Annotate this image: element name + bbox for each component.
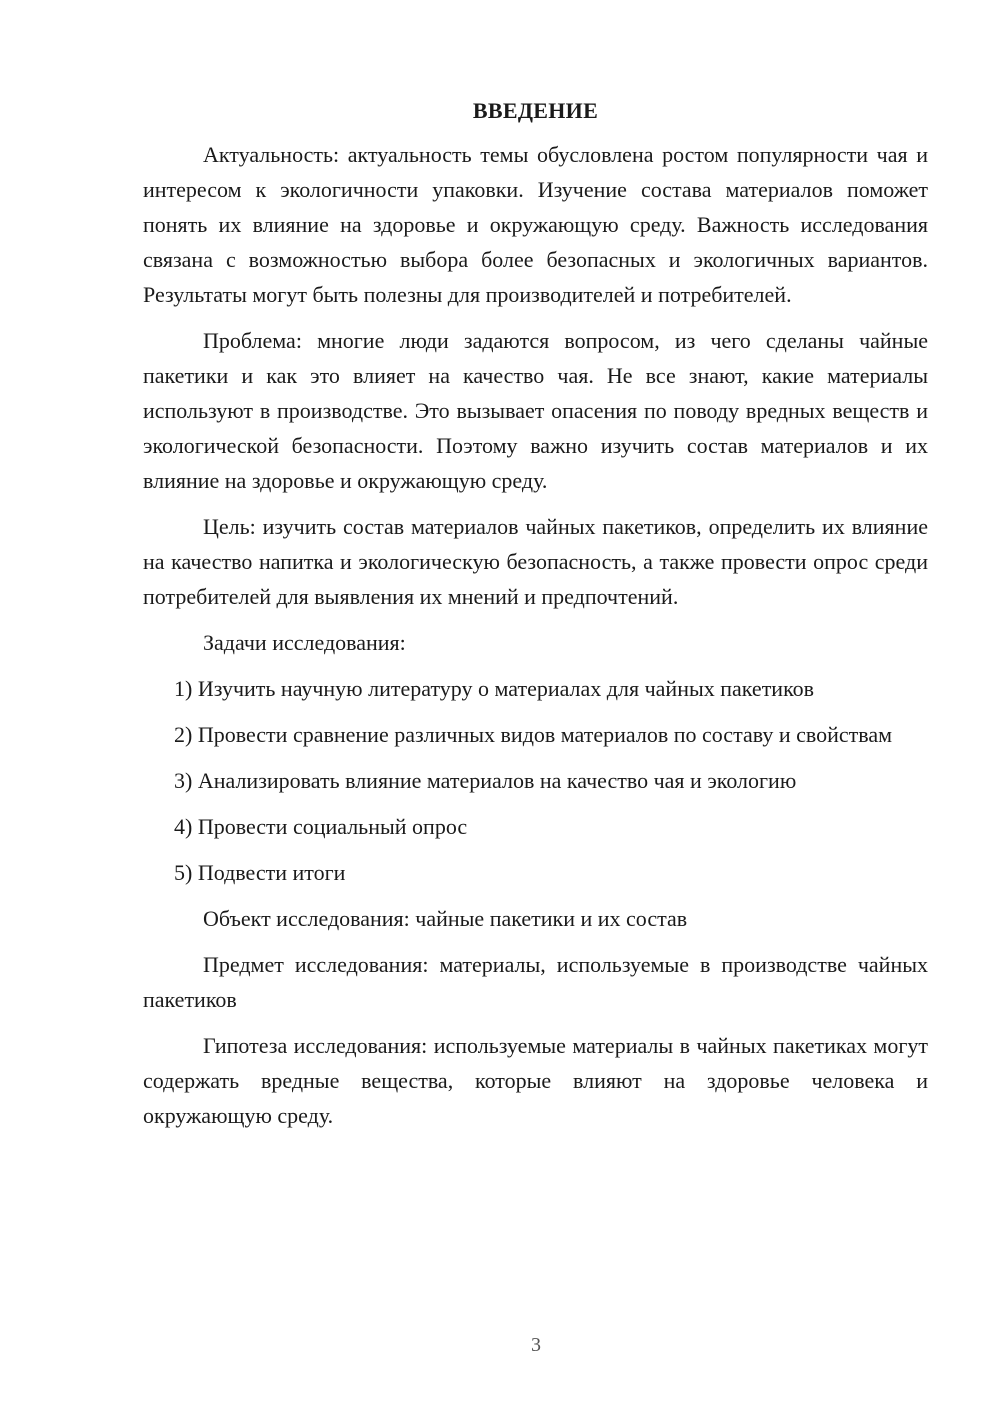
- page-title: ВВЕДЕНИЕ: [472, 98, 599, 123]
- subject-paragraph: Предмет исследования: материалы, используемые в производстве чайных пакетиков: [143, 952, 928, 1012]
- object-paragraph: Объект исследования: чайные пакетики и их состав: [203, 906, 688, 931]
- task-item: 3) Анализировать влияние материалов на качество чая и экологию: [174, 768, 797, 793]
- problem-paragraph: Проблема: многие люди задаются вопросом, из чего сделаны чайные пакетики и как это влияет на качество чая. Не все знают, какие материалы используют в производстве. Это вызывает опасения по поводу вредных веществ и экологической безопасности. Поэтому важно изучить состав материалов и их влияние на здоровье и окружающую среду.: [143, 328, 928, 493]
- relevance-paragraph: Актуальность: актуальность темы обусловлена ростом популярности чая и интересом к экологичности упаковки. Изучение состава материалов поможет понять их влияние на здоровье и окружающую среду. Важность исследования связана с возможностью выбора более безопасных и экологичных вариантов. Результаты могут быть полезны для производителей и потребителей.: [143, 142, 928, 307]
- page-number: 3: [531, 1334, 541, 1356]
- tasks-heading: Задачи исследования:: [203, 630, 406, 655]
- hypothesis-paragraph: Гипотеза исследования: используемые материалы в чайных пакетиках могут содержать вредные вещества, которые влияют на здоровье человека и окружающую среду.: [143, 1033, 928, 1128]
- task-item: 4) Провести социальный опрос: [174, 814, 468, 839]
- page-content: [143, 96, 928, 1144]
- goal-paragraph: Цель: изучить состав материалов чайных пакетиков, определить их влияние на качество напитка и экологическую безопасность, а также провести опрос среди потребителей для выявления их мнений и предпочтений.: [143, 514, 928, 609]
- task-item: 1) Изучить научную литературу о материалах для чайных пакетиков: [174, 676, 815, 701]
- task-item: 2) Провести сравнение различных видов материалов по составу и свойствам: [174, 722, 893, 747]
- tasks-list: [143, 671, 928, 890]
- task-item: 5) Подвести итоги: [174, 860, 346, 885]
